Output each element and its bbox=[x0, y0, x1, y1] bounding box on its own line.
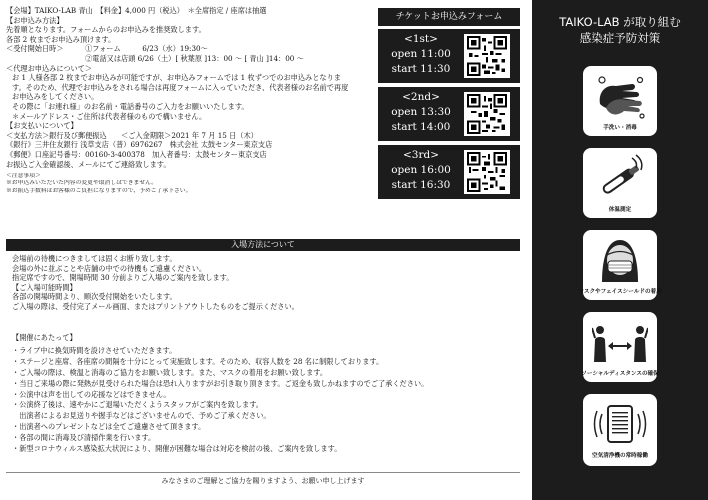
ticket-card-3rd[interactable] bbox=[378, 145, 520, 199]
footer-message: みなさまのご理解とご協力を賜りますよう、お願い申し上げます bbox=[6, 472, 520, 489]
payment-method-line: ＜支払方法＞銀行及び郵便振込 ＜ご入金期限＞2021 年 7 月 15 日（木） bbox=[6, 130, 258, 140]
measure-card-temperature bbox=[583, 148, 657, 218]
hand-wash-icon bbox=[592, 70, 648, 122]
note-item: ※お振込手数料はお客様のご負担になりますので、予めご了承下さい。 bbox=[6, 187, 192, 194]
ticket-text bbox=[384, 148, 458, 193]
measure-card-mask bbox=[578, 230, 662, 300]
ticket-text bbox=[384, 90, 458, 135]
ticket-card-2nd[interactable] bbox=[378, 87, 520, 141]
open-time: open 11:00 bbox=[391, 48, 451, 60]
text-line: お振込ご入金確認後、メールにてご連絡致します。 bbox=[6, 159, 171, 169]
panel-title-line1: TAIKO-LAB が取り組む bbox=[559, 15, 681, 29]
text-line: 先着順となります。フォームからのお申込みを推奨致します。 bbox=[6, 25, 206, 35]
measure-card-air-purifier bbox=[583, 394, 657, 466]
ticket-card-1st[interactable] bbox=[378, 29, 520, 83]
qr-code-icon[interactable] bbox=[464, 34, 510, 78]
start-time: start 14:00 bbox=[391, 121, 451, 133]
measure-card-distance bbox=[583, 312, 657, 382]
open-time: open 16:00 bbox=[391, 164, 451, 176]
text-line: ＊メールアドレス・ご住所は代表者様のもので構いません。 bbox=[12, 111, 207, 121]
event-info bbox=[6, 6, 372, 195]
text-line: お 1 人様各部 2 枚までお申込みが可能ですが、お申込みフォームでは 1 枚ずつでのお申込みとなりま bbox=[12, 73, 341, 83]
measure-label: ソーシャルディスタンスの確保 bbox=[581, 371, 659, 377]
entry-time-heading: 【ご入場可能時間】 bbox=[12, 282, 77, 292]
social-distance-icon bbox=[592, 316, 648, 368]
ticket-form-title: チケットお申込みフォーム bbox=[378, 8, 520, 26]
text-line: 指定席ですので、開場時間 30 分前よりご入場のご案内を致します。 bbox=[12, 273, 234, 283]
venue-fee-line: 【会場】TAIKO-LAB 青山 【料金】4,000 円（税込） ＊全席指定 / 座席は抽選 bbox=[6, 6, 267, 15]
list-item: ・ライブ中に換気時間を設けさせていただきます。 bbox=[12, 345, 177, 355]
attention-list bbox=[12, 333, 517, 455]
text-line: ご入場の際は、受付完了メール画面、またはプリントアウトしたものをご提示ください。 bbox=[12, 301, 299, 311]
list-item: ・当日ご来場の際に発熱が見受けられた場合は恐れ入りますがお引き取り頂きます。ご返金も致しかねますのでご了承ください。 bbox=[12, 378, 429, 388]
part-label: <2nd> bbox=[402, 91, 440, 103]
note-item: ※お申込みいただいた内容の変更や取消しはできません。 bbox=[6, 180, 158, 187]
open-time: open 13:30 bbox=[391, 106, 451, 118]
text-line: 各部の開場時間より、順次受付開始をいたします。 bbox=[12, 292, 177, 302]
text-line: 会場前の待機につきましては固くお断り致します。 bbox=[12, 254, 177, 263]
reception-start-line: ②電話又は店頭 6/26（土）[ 秋葉原 ]13：00 ～ [ 青山 ]14：00 ～ bbox=[6, 53, 304, 63]
start-time: start 16:30 bbox=[391, 179, 451, 191]
start-time: start 11:30 bbox=[391, 63, 451, 75]
postal-line: 《郵便》口座記号番号：00160-3-400378 加入者番号：太鼓センター東京支店 bbox=[6, 149, 267, 159]
ticket-text bbox=[384, 32, 458, 77]
list-item: ・新型コロナウィルス感染拡大状況により、開催が困難な場合は対応を検討の後、ご案内を致します。 bbox=[12, 444, 342, 454]
measure-label: 手洗い・消毒 bbox=[603, 125, 637, 131]
entry-info bbox=[12, 254, 517, 312]
list-item: ・公演終了後は、速やかにご退場いただくようスタッフがご案内を致します。 bbox=[12, 400, 263, 410]
reception-start-line: ＜受付開始日時＞ ①フォーム 6/23（水）19:30～ bbox=[6, 44, 208, 54]
panel-title bbox=[532, 14, 708, 46]
text-line: その際に「お連れ様」のお名前・電話番号のご入力をお願いいたします。 bbox=[12, 101, 249, 111]
prevention-panel bbox=[532, 0, 708, 500]
list-item: ・ステージと座席、各座席の間隔を十分にとって実施致します。そのため、収容人数を 28 名に制限しております。 bbox=[12, 356, 384, 366]
proxy-heading: ＜代理お申込みについて＞ bbox=[6, 63, 93, 73]
qr-code-icon[interactable] bbox=[464, 150, 510, 194]
list-item: ・ご入場の際は、検温と消毒のご協力をお願い致します。また、マスクの着用をお願い致します。 bbox=[12, 367, 328, 377]
text-line: お申込みをしてください。 bbox=[12, 92, 99, 102]
panel-title-line2: 感染症予防対策 bbox=[579, 31, 661, 45]
measure-card-handwash bbox=[583, 66, 657, 136]
payment-heading: 【お支払いについて】 bbox=[6, 121, 78, 131]
part-label: <3rd> bbox=[402, 149, 440, 161]
list-item: ・出演者へのプレゼントなどは全てご遠慮させて頂きます。 bbox=[12, 422, 206, 432]
mask-icon bbox=[592, 234, 648, 286]
entry-section-title: 入場方法について bbox=[6, 239, 520, 251]
list-item: ・公演中は声を出しての応援などはできません。 bbox=[12, 389, 171, 399]
text-line: す。そのため、代理でお申込みをされる場合は再度フォームに入っていただき、代表者様のお名前で再度 bbox=[12, 82, 349, 92]
application-heading: 【お申込み方法】 bbox=[6, 15, 64, 25]
list-item: ・各部の間に消毒及び清掃作業を行います。 bbox=[12, 433, 156, 443]
bank-line: 《銀行》三井住友銀行 浅草支店（普）6976267 株式会社 太鼓センター東京支店 bbox=[6, 140, 273, 150]
measure-label: 体温測定 bbox=[608, 207, 632, 213]
air-purifier-icon bbox=[592, 398, 648, 450]
attention-heading: 【開催にあたって】 bbox=[12, 333, 77, 342]
notes-heading: ＜注意事項＞ bbox=[6, 173, 41, 180]
text-line: 会場の外に並ぶことや店舗の中での待機もご遠慮ください。 bbox=[12, 263, 207, 273]
measure-label: マスクやフェイスシールドの着用 bbox=[578, 289, 662, 295]
thermometer-icon bbox=[592, 152, 648, 204]
qr-code-icon[interactable] bbox=[464, 92, 510, 136]
text-line: 各部 2 枚までお申込み頂けます。 bbox=[6, 34, 116, 44]
part-label: <1st> bbox=[404, 33, 438, 45]
measure-label: 空気清浄機の常時稼働 bbox=[592, 453, 648, 459]
list-item: 出演者によるお見送りや握手などはございませんので、予めご了承ください。 bbox=[12, 411, 271, 421]
